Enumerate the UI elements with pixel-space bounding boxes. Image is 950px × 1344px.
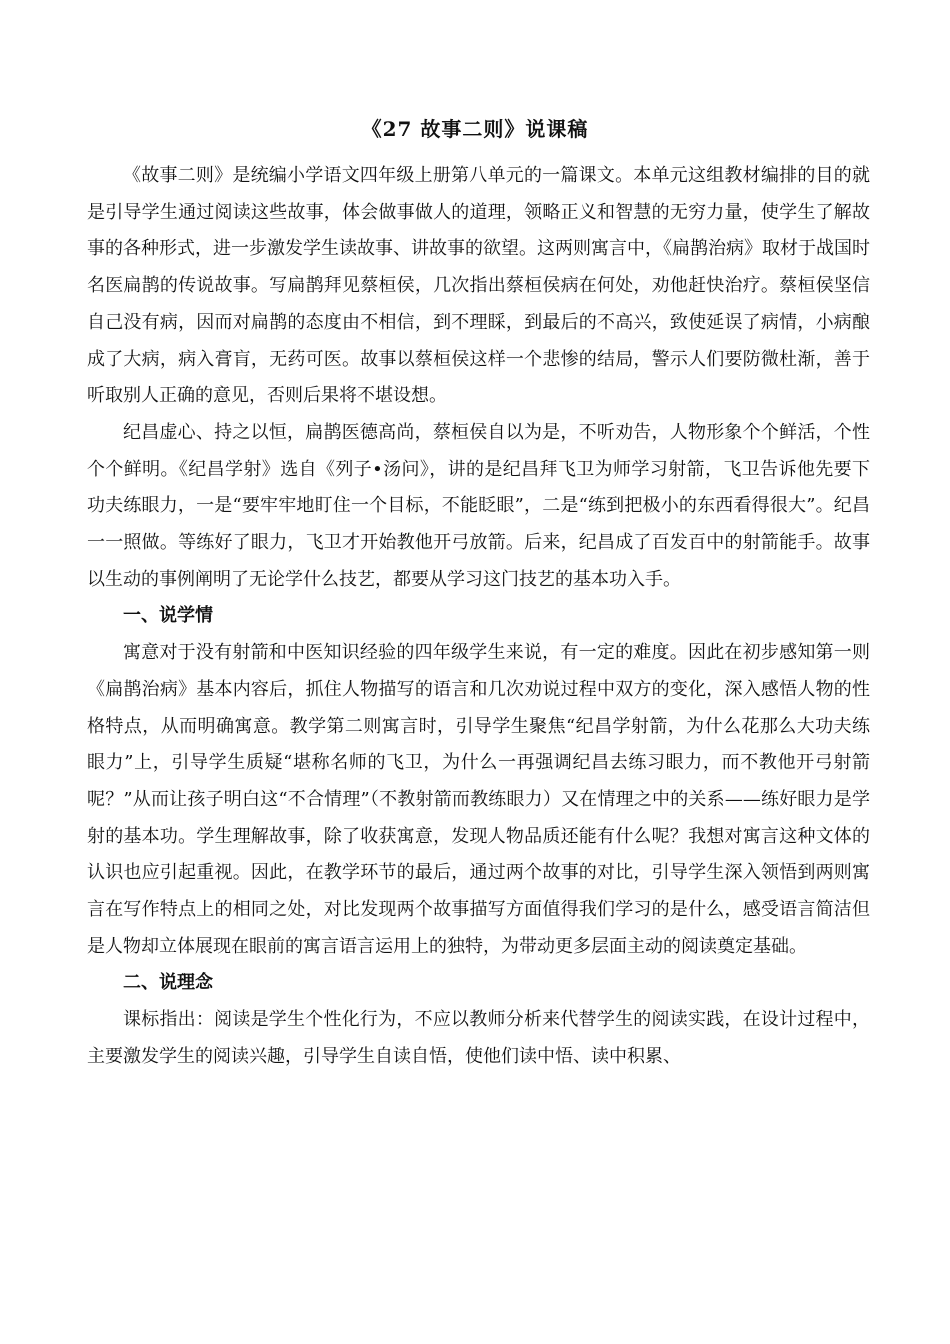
section-paragraph-teaching-concept: 课标指出：阅读是学生个性化行为，不应以教师分析来代替学生的阅读实践，在设计过程中，主要激发学生的阅读兴趣，引导学生自读自悟，使他们读中悟、读中积累、 (87, 1009, 870, 1067)
section-paragraph-learning-situation: 寓意对于没有射箭和中医知识经验的四年级学生来说，有一定的难度。因此在初步感知第一则《扁鹊治病》基本内容后，抓住人物描写的语言和几次劝说过程中双方的变化，深入感悟人物的性格特点，从而明确寓意。教学第二则寓言时，引导学生聚焦“纪昌学射箭，为什么花那么大功夫练眼力”上，引导学生质疑“堪称名师的飞卫，为什么一再强调纪昌去练习眼力，而不教他开弓射箭呢？”从而让孩子明白这“不合情理”（不教射箭而教练眼力）又在情理之中的关系——练好眼力是学射的基本功。学生理解故事，除了收获寓意，发现人物品质还能有什么呢？我想对寓言这种文体的认识也应引起重视。因此，在教学环节的最后，通过两个故事的对比，引导学生深入领悟到两则寓言在写作特点上的相同之处，对比发现两个故事描写方面值得我们学习的是什么，感受语言简洁但是人物却立体展现在眼前的寓言语言运用上的独特，为带动更多层面主动的阅读奠定基础。 (87, 642, 870, 957)
document-title: 《27 故事二则》说课稿 (361, 117, 589, 141)
intro-paragraph-1: 《故事二则》是统编小学语文四年级上册第八单元的一篇课文。本单元这组教材编排的目的就是引导学生通过阅读这些故事，体会做事做人的道理，领略正义和智慧的无穷力量，使学生了解故事的各种形式，进一步激发学生读故事、讲故事的欲望。这两则寓言中，《扁鹊治病》取材于战国时名医扁鹊的传说故事。写扁鹊拜见蔡桓侯，几次指出蔡桓侯病在何处，劝他赶快治疗。蔡桓侯坚信自己没有病，因而对扁鹊的态度由不相信，到不理睬，到最后的不高兴，致使延误了病情，小病酿成了大病，病入膏肓，无药可医。故事以蔡桓侯这样一个悲惨的结局，警示人们要防微杜渐，善于听取别人正确的意见，否则后果将不堪设想。 (87, 165, 870, 407)
section-heading-teaching-concept: 二、说理念 (123, 972, 213, 994)
document-body (87, 158, 870, 1076)
section-heading-learning-situation: 一、说学情 (123, 605, 213, 627)
intro-paragraph-2: 纪昌虚心、持之以恒，扁鹊医德高尚，蔡桓侯自以为是，不听劝告，人物形象个个鲜活，个性个个鲜明。《纪昌学射》选自《列子•汤问》，讲的是纪昌拜飞卫为师学习射箭，飞卫告诉他先要下功夫练眼力，一是“要牢牢地盯住一个目标，不能眨眼”，二是“练到把极小的东西看得很大”。纪昌一一照做。等练好了眼力，飞卫才开始教他开弓放箭。后来，纪昌成了百发百中的射箭能手。故事以生动的事例阐明了无论学什么技艺，都要从学习这门技艺的基本功入手。 (87, 421, 870, 590)
